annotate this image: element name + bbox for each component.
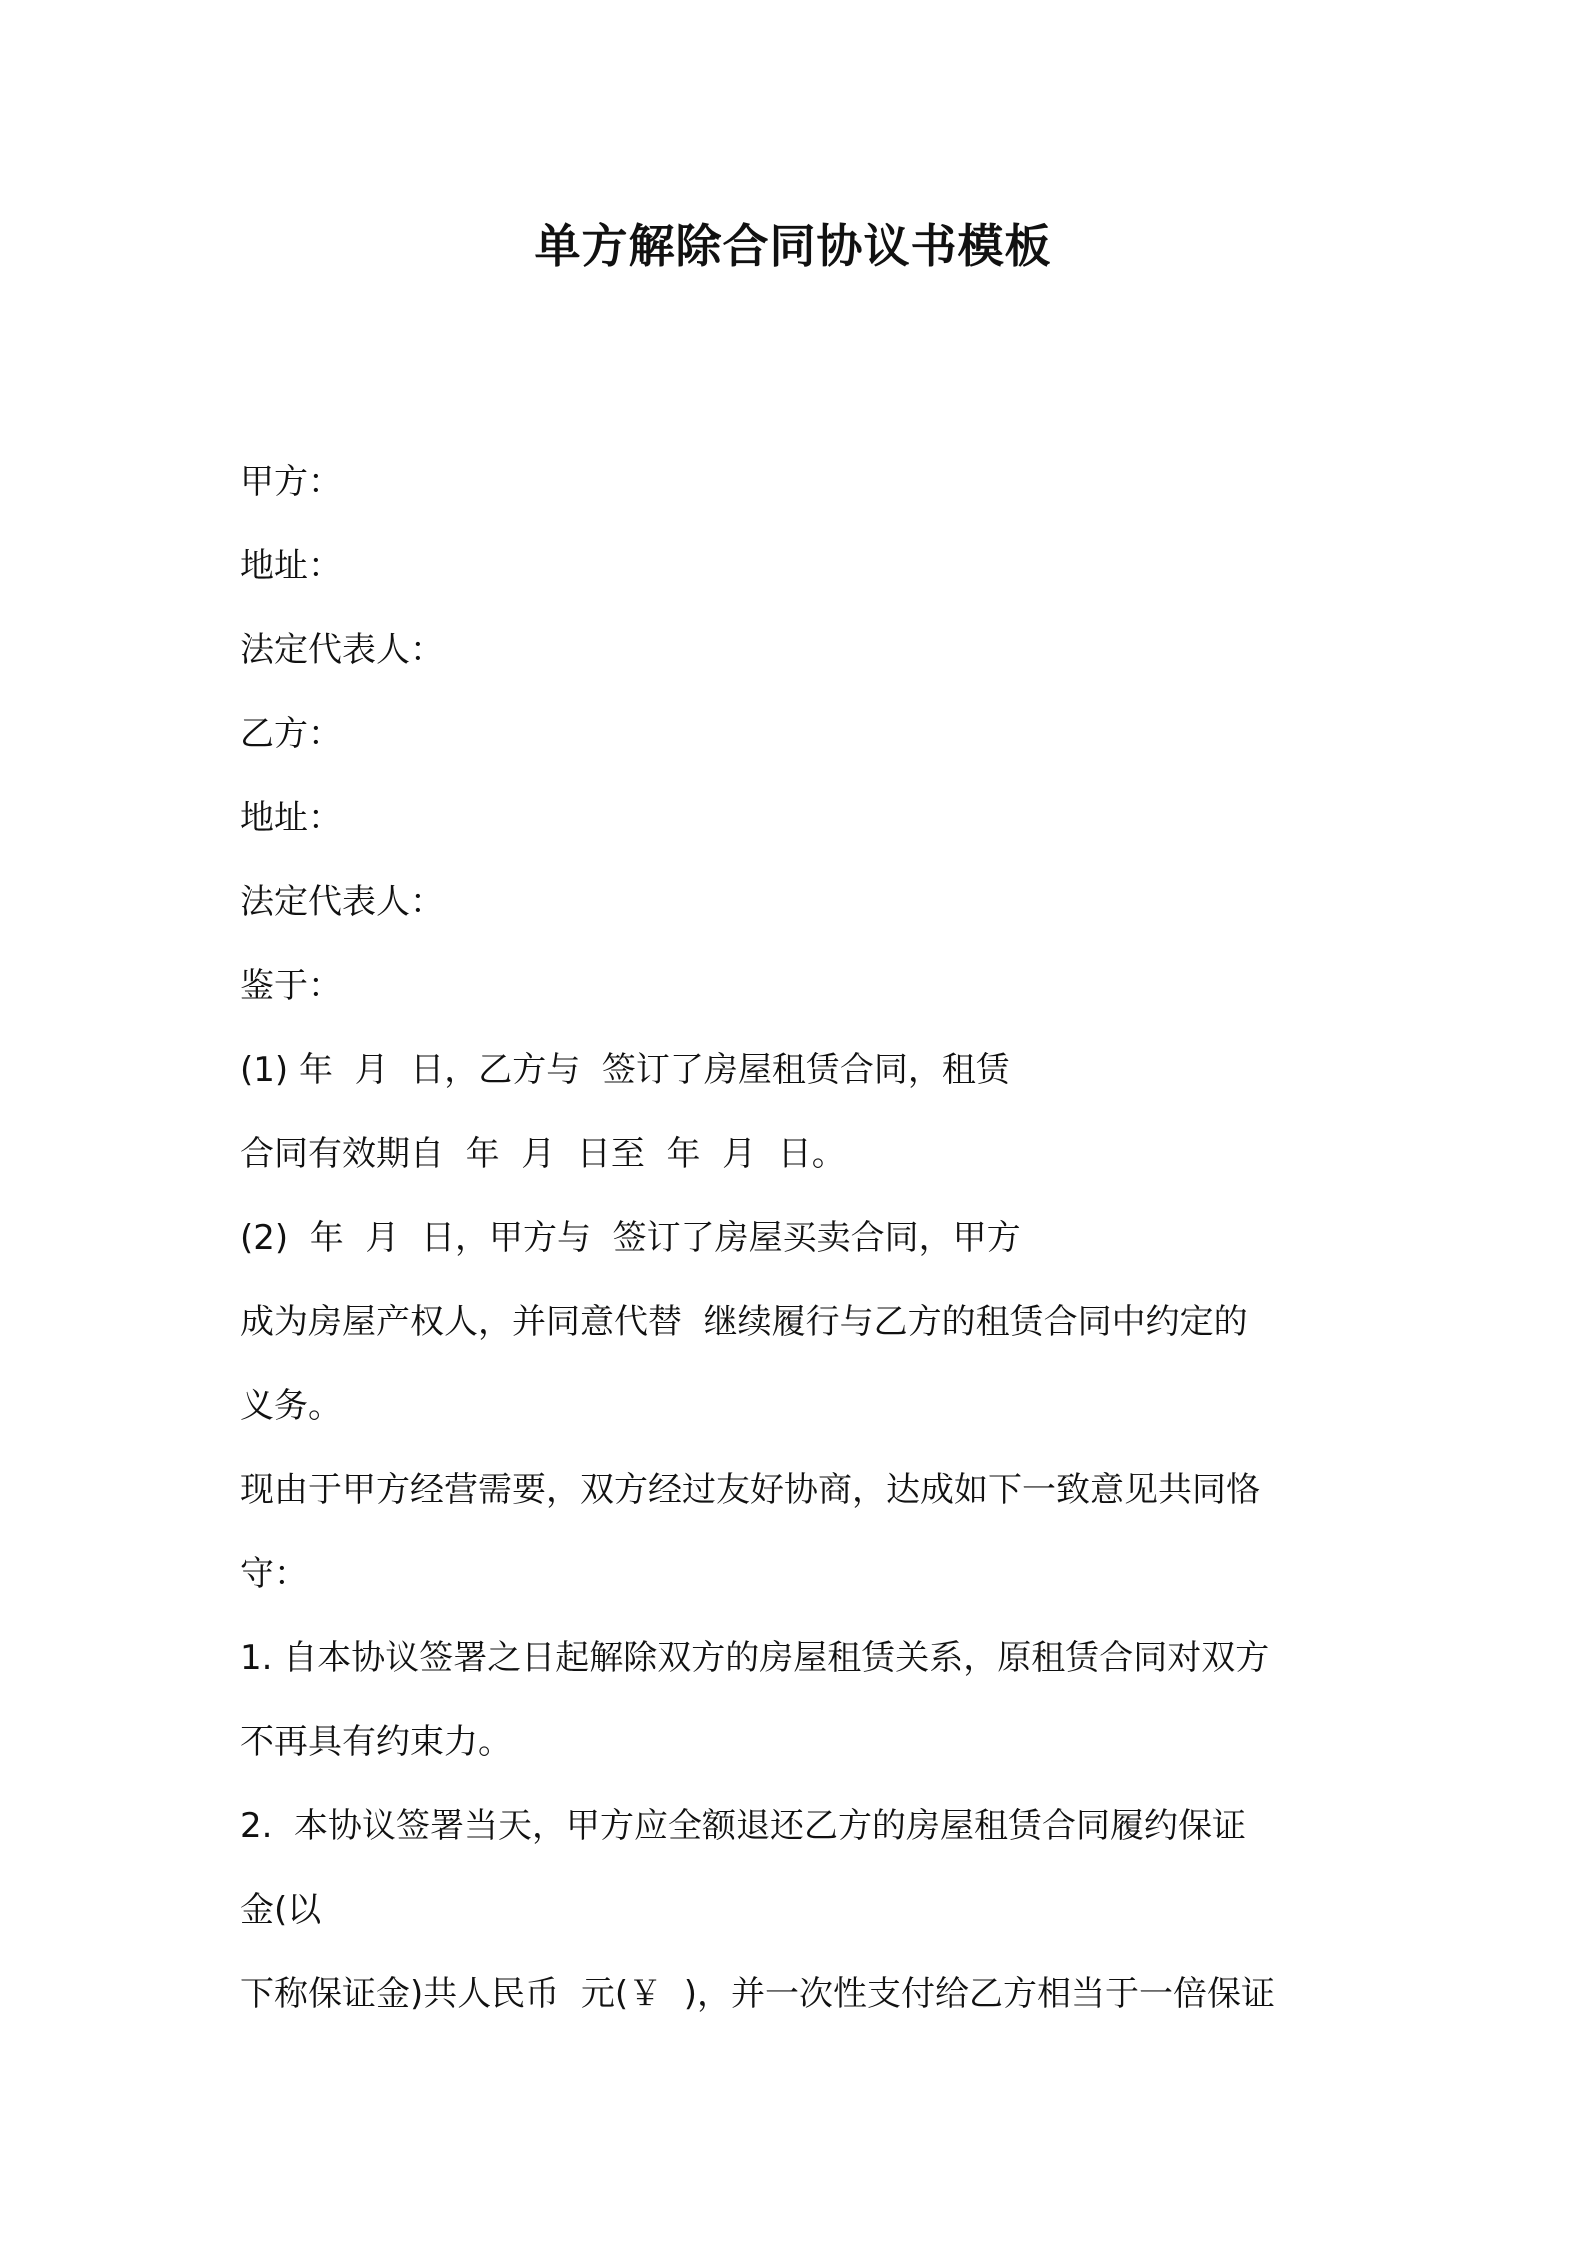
recital-1-line-2: 合同有效期自 年 月 日至 年 月 日。 — [240, 1134, 846, 1174]
party-a-legal-rep-label: 法定代表人： — [240, 630, 444, 670]
party-b-label: 乙方： — [240, 714, 342, 754]
whereas-label: 鉴于： — [240, 966, 342, 1006]
recital-2-line-1: (2) 年 月 日，甲方与 签订了房屋买卖合同，甲方 — [240, 1218, 1021, 1258]
recital-2-line-3: 义务。 — [240, 1386, 342, 1426]
clause-1-line-1: 1. 自本协议签署之日起解除双方的房屋租赁关系，原租赁合同对双方 — [240, 1638, 1270, 1678]
party-b-address-label: 地址： — [240, 798, 342, 838]
clause-2-line-2: 金(以 — [240, 1890, 322, 1930]
clause-2-line-3: 下称保证金)共人民币 元(￥ )，并一次性支付给乙方相当于一倍保证 — [240, 1974, 1276, 2014]
clause-1-line-2: 不再具有约束力。 — [240, 1722, 512, 1762]
preamble-line-2: 守： — [240, 1554, 308, 1594]
document-title: 单方解除合同协议书模板 — [534, 219, 1052, 273]
party-a-label: 甲方： — [240, 462, 342, 502]
recital-1-line-1: (1) 年 月 日，乙方与 签订了房屋租赁合同，租赁 — [240, 1050, 1010, 1090]
clause-2-line-1: 2. 本协议签署当天，甲方应全额退还乙方的房屋租赁合同履约保证 — [240, 1806, 1247, 1846]
preamble-line-1: 现由于甲方经营需要，双方经过友好协商，达成如下一致意见共同恪 — [240, 1470, 1260, 1510]
recital-2-line-2: 成为房屋产权人，并同意代替 继续履行与乙方的租赁合同中约定的 — [240, 1302, 1248, 1342]
party-a-address-label: 地址： — [240, 546, 342, 586]
party-b-legal-rep-label: 法定代表人： — [240, 882, 444, 922]
